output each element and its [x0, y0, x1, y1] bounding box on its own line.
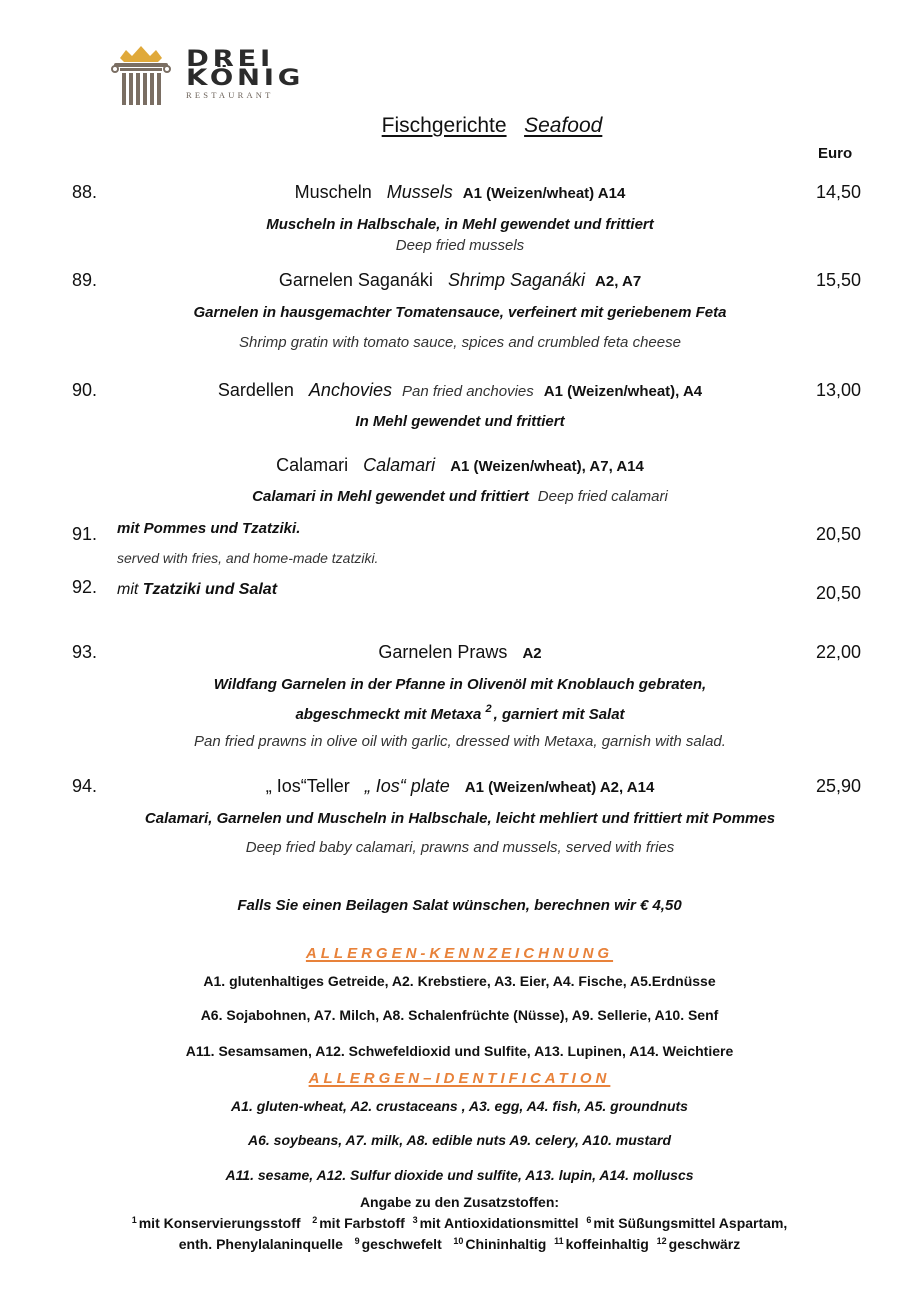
name-de: „ Ios“Teller [265, 776, 350, 796]
description-de: Calamari, Garnelen und Muscheln in Halbschale, leicht mehliert und frittiert mit Pommes [144, 810, 776, 827]
logo-line-3: RESTAURANT [186, 90, 274, 100]
allergen-line-de: A11. Sesamsamen, A12. Schwefeldioxid und Sulfite, A13. Lupinen, A14. Weichtiere [185, 1043, 734, 1059]
additive-sup: 3 [412, 1215, 418, 1225]
footnote-ref: 2 [485, 703, 492, 715]
allergen-line-en: A11. sesame, A12. Sulfur dioxide und sulfite, A13. lupin, A14. molluscs [225, 1167, 694, 1183]
logo-line-2: KÖNIG [186, 66, 305, 91]
description-en: Pan fried prawns in olive oil with garlic, dressed with Metaxa, garnish with salad. [194, 733, 726, 750]
allergen-line-de: A1. glutenhaltiges Getreide, A2. Krebstiere, A3. Eier, A4. Fische, A5.Erdnüsse [203, 973, 716, 989]
name-en: Calamari [363, 455, 436, 475]
description-de-line-1: Wildfang Garnelen in der Pfanne in Olivenöl mit Knoblauch gebraten, [213, 676, 707, 693]
additive-sup: 10 [453, 1236, 464, 1246]
item-number: 91. [72, 524, 98, 544]
item-price: 13,00 [815, 380, 861, 400]
additive-text: geschwefelt [361, 1236, 442, 1252]
description-en: Shrimp gratin with tomato sauce, spices and crumbled feta cheese [239, 334, 681, 351]
note-en: Pan fried anchovies [402, 383, 534, 400]
additive-sup: 12 [656, 1236, 667, 1246]
allergen-heading-de-text: ALLERGEN-KENNZEICHNUNG [305, 945, 614, 962]
menu-item-name [60, 270, 860, 291]
menu-item-name [60, 776, 860, 797]
additives-block [0, 1193, 919, 1253]
menu-item-name [60, 455, 860, 476]
additive-text: koffeinhaltig [565, 1236, 649, 1252]
menu-item-name [60, 642, 860, 663]
title-de: Fischgerichte [381, 114, 507, 137]
item-price: 20,50 [815, 583, 861, 603]
allergens: A1 (Weizen/wheat), A7, A14 [450, 458, 644, 475]
additives-line-1 [0, 1211, 919, 1232]
name-de: Garnelen Saganáki [278, 270, 433, 290]
item-number: 92. [72, 577, 98, 597]
allergen-heading-de [0, 945, 919, 962]
description-en: Deep fried baby calamari, prawns and mussels, served with fries [245, 839, 675, 856]
description-de: Calamari in Mehl gewendet und frittiert [252, 488, 529, 505]
logo-line-1: DREI [186, 47, 275, 72]
additive-text: mit Konservierungsstoff [138, 1215, 301, 1231]
additive-sup: 11 [554, 1236, 564, 1246]
item-price: 25,90 [815, 776, 861, 796]
name-en: Anchovies [308, 380, 392, 400]
name-de: Sardellen [217, 380, 294, 400]
item-number: 94. [72, 776, 98, 796]
allergens: A2 [522, 645, 542, 662]
description-en: Deep fried calamari [537, 488, 668, 505]
menu-item-name [60, 182, 860, 203]
allergen-line-de: A6. Sojabohnen, A7. Milch, A8. Schalenfrüchte (Nüsse), A9. Sellerie, A10. Senf [200, 1007, 719, 1023]
item-price: 22,00 [815, 642, 861, 662]
description-en: Deep fried mussels [395, 237, 525, 254]
variant-label-de: mit Pommes und Tzatziki. [117, 520, 301, 537]
name-de: Garnelen Praws [378, 642, 508, 662]
name-en: „ Ios“ plate [364, 776, 450, 796]
description [60, 488, 860, 506]
name-en: Shrimp Saganáki [447, 270, 586, 290]
name-en: Mussels [386, 182, 453, 202]
description-de: Garnelen in hausgemachter Tomatensauce, verfeinert mit geriebenem Feta [193, 304, 727, 321]
item-price: 20,50 [815, 524, 861, 544]
description-de-part-b: , garniert mit Salat [493, 706, 625, 723]
name-de: Muscheln [294, 182, 372, 202]
allergens: A1 (Weizen/wheat) A2, A14 [464, 779, 655, 796]
additives-line-2 [0, 1232, 919, 1253]
additive-sup: 9 [354, 1236, 360, 1246]
description-de: Muscheln in Halbschale, in Mehl gewendet und frittiert [266, 216, 654, 233]
allergen-heading-en [0, 1070, 919, 1087]
item-price: 14,50 [815, 182, 861, 202]
item-number: 88. [72, 182, 98, 202]
restaurant-logo [108, 44, 328, 108]
pillar-crown-icon [108, 44, 174, 106]
menu-item-name [60, 380, 860, 401]
salad-note: Falls Sie einen Beilagen Salat wünschen, berechnen wir € 4,50 [237, 897, 682, 914]
additive-text: mit Farbstoff [319, 1215, 405, 1231]
allergen-heading-en-text: ALLERGEN–IDENTIFICATION [308, 1070, 611, 1087]
currency-label: Euro [818, 145, 853, 162]
variant-label-en: served with fries, and home-made tzatziki. [117, 550, 379, 566]
allergen-line-en: A1. gluten-wheat, A2. crustaceans , A3. egg, A4. fish, A5. groundnuts [231, 1098, 688, 1114]
additive-text: geschwärz [668, 1236, 741, 1252]
page-title [0, 114, 919, 138]
additive-sup: 6 [586, 1215, 592, 1225]
allergens: A1 (Weizen/wheat) A14 [462, 185, 626, 202]
description-de-line-2 [60, 703, 860, 723]
additives-heading: Angabe zu den Zusatzstoffen: [359, 1194, 560, 1210]
title-en: Seafood [524, 114, 603, 137]
additive-sup: 2 [312, 1215, 318, 1225]
item-number: 89. [72, 270, 98, 290]
additive-sup: 1 [131, 1215, 137, 1225]
item-number: 90. [72, 380, 98, 400]
allergens: A2, A7 [595, 273, 642, 290]
name-de: Calamari [276, 455, 349, 475]
variant-label-de: Tzatziki und Salat [142, 581, 278, 598]
description-de: In Mehl gewendet und frittiert [355, 413, 565, 430]
allergen-line-en: A6. soybeans, A7. milk, A8. edible nuts A9. celery, A10. mustard [247, 1132, 671, 1148]
variant-prefix: mit [117, 581, 139, 598]
item-price: 15,50 [815, 270, 861, 290]
additive-text: Chininhaltig [465, 1236, 547, 1252]
additive-text: mit Antioxidationsmittel [419, 1215, 579, 1231]
item-number: 93. [72, 642, 98, 662]
additive-text: mit Süßungsmittel Aspartam, [593, 1215, 788, 1231]
additive-text: enth. Phenylalaninquelle [178, 1236, 343, 1252]
variant-label [117, 581, 277, 599]
description-de-part-a: abgeschmeckt mit Metaxa [295, 706, 482, 723]
allergens: A1 (Weizen/wheat), A4 [543, 383, 703, 400]
